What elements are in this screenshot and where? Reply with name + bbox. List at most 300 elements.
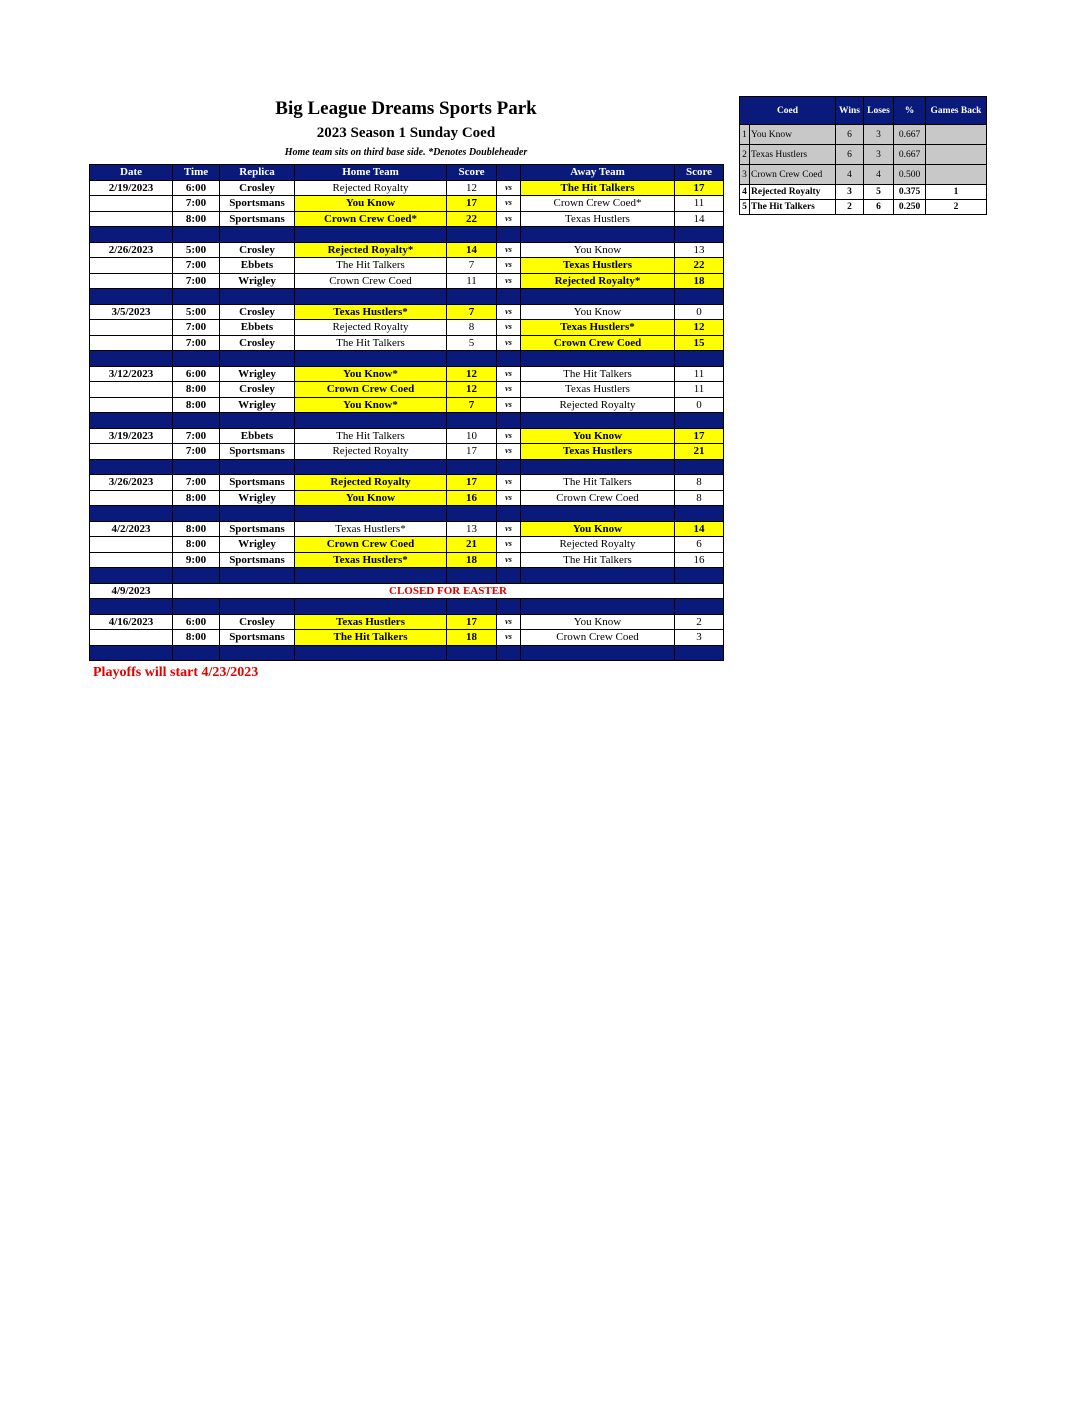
standings-games-back: [926, 125, 987, 145]
week-separator: [90, 506, 724, 522]
away-team: You Know: [521, 521, 675, 537]
game-field: Crosley: [220, 180, 295, 196]
away-score: 21: [675, 444, 724, 460]
away-score: 11: [675, 366, 724, 382]
separator-cell: [173, 459, 220, 475]
standings-wins: 2: [836, 200, 864, 215]
standings-pct: 0.250: [894, 200, 926, 215]
table-row: [90, 180, 724, 196]
week-separator: [90, 289, 724, 305]
standings-team: The Hit Talkers: [750, 200, 836, 215]
standings-wins: 3: [836, 185, 864, 200]
home-score: 11: [447, 273, 497, 289]
vs-label: vs: [497, 320, 521, 336]
separator-cell: [295, 599, 447, 615]
home-score: 10: [447, 428, 497, 444]
game-date: 3/5/2023: [90, 304, 173, 320]
away-team: Texas Hustlers: [521, 258, 675, 274]
home-team: You Know: [295, 196, 447, 212]
separator-cell: [173, 506, 220, 522]
table-row: [90, 320, 724, 336]
game-time: 5:00: [173, 242, 220, 258]
table-row: [90, 552, 724, 568]
home-team: You Know*: [295, 397, 447, 413]
col-vs: [497, 165, 521, 181]
separator-cell: [447, 289, 497, 305]
separator-cell: [675, 599, 724, 615]
table-row: [90, 444, 724, 460]
standings-team: You Know: [750, 125, 836, 145]
closed-notice: CLOSED FOR EASTER: [173, 583, 724, 599]
separator-cell: [447, 568, 497, 584]
vs-label: vs: [497, 382, 521, 398]
game-field: Sportsmans: [220, 521, 295, 537]
table-row: [90, 304, 724, 320]
separator-cell: [447, 599, 497, 615]
vs-label: vs: [497, 444, 521, 460]
home-team: The Hit Talkers: [295, 258, 447, 274]
game-date: 2/26/2023: [90, 242, 173, 258]
home-team: Crown Crew Coed: [295, 382, 447, 398]
separator-cell: [173, 227, 220, 243]
playoffs-notice: Playoffs will start 4/23/2023: [93, 665, 259, 680]
vs-label: vs: [497, 335, 521, 351]
separator-cell: [521, 413, 675, 429]
game-date: 4/2/2023: [90, 521, 173, 537]
separator-cell: [675, 506, 724, 522]
home-team: The Hit Talkers: [295, 428, 447, 444]
game-field: Sportsmans: [220, 196, 295, 212]
vs-label: vs: [497, 537, 521, 553]
home-team: Rejected Royalty: [295, 180, 447, 196]
standings-row: [740, 165, 987, 185]
week-separator: [90, 351, 724, 367]
vs-label: vs: [497, 304, 521, 320]
separator-cell: [173, 351, 220, 367]
away-score: 11: [675, 382, 724, 398]
separator-cell: [90, 645, 173, 661]
standings-team: Crown Crew Coed: [750, 165, 836, 185]
game-date: [90, 552, 173, 568]
separator-cell: [447, 459, 497, 475]
vs-label: vs: [497, 273, 521, 289]
col-away-team: Away Team: [521, 165, 675, 181]
away-team: You Know: [521, 304, 675, 320]
separator-cell: [521, 227, 675, 243]
separator-cell: [295, 227, 447, 243]
game-date: [90, 258, 173, 274]
separator-cell: [90, 459, 173, 475]
vs-label: vs: [497, 180, 521, 196]
away-team: Texas Hustlers: [521, 382, 675, 398]
separator-cell: [497, 459, 521, 475]
standings-row: [740, 185, 987, 200]
home-score: 17: [447, 475, 497, 491]
game-time: 8:00: [173, 397, 220, 413]
table-row: [90, 428, 724, 444]
separator-cell: [173, 413, 220, 429]
home-team: Crown Crew Coed: [295, 537, 447, 553]
separator-cell: [220, 599, 295, 615]
standings-table: [739, 96, 987, 215]
separator-cell: [521, 645, 675, 661]
standings-rank: 5: [740, 200, 750, 215]
table-row: [90, 521, 724, 537]
home-team: Texas Hustlers*: [295, 304, 447, 320]
separator-cell: [447, 351, 497, 367]
separator-cell: [220, 289, 295, 305]
separator-cell: [173, 645, 220, 661]
separator-cell: [220, 351, 295, 367]
home-score: 5: [447, 335, 497, 351]
home-score: 22: [447, 211, 497, 227]
game-date: [90, 382, 173, 398]
standings-rank: 4: [740, 185, 750, 200]
standings-pct: 0.667: [894, 145, 926, 165]
home-score: 21: [447, 537, 497, 553]
table-row: [90, 397, 724, 413]
home-score: 16: [447, 490, 497, 506]
standings-games-back: [926, 145, 987, 165]
home-score: 17: [447, 444, 497, 460]
table-row: [90, 614, 724, 630]
separator-cell: [675, 459, 724, 475]
separator-cell: [220, 568, 295, 584]
home-score: 12: [447, 382, 497, 398]
game-date: [90, 196, 173, 212]
separator-cell: [497, 227, 521, 243]
standings-col-team: Coed: [740, 97, 836, 125]
standings-games-back: 1: [926, 185, 987, 200]
away-team: Rejected Royalty: [521, 537, 675, 553]
vs-label: vs: [497, 196, 521, 212]
game-time: 8:00: [173, 490, 220, 506]
separator-cell: [295, 413, 447, 429]
home-score: 7: [447, 304, 497, 320]
away-team: You Know: [521, 242, 675, 258]
standings-col-loses: Loses: [864, 97, 894, 125]
standings-header-row: [740, 97, 987, 125]
vs-label: vs: [497, 366, 521, 382]
table-row: [90, 490, 724, 506]
away-team: You Know: [521, 428, 675, 444]
standings-col-games-back: Games Back: [926, 97, 987, 125]
schedule-body: [90, 180, 724, 661]
week-separator: [90, 599, 724, 615]
home-score: 7: [447, 397, 497, 413]
page-subtitle: 2023 Season 1 Sunday Coed: [316, 125, 496, 141]
week-separator: [90, 645, 724, 661]
away-score: 12: [675, 320, 724, 336]
game-field: Sportsmans: [220, 211, 295, 227]
away-score: 18: [675, 273, 724, 289]
table-row: [90, 366, 724, 382]
separator-cell: [497, 289, 521, 305]
standings-wins: 6: [836, 125, 864, 145]
table-row: [90, 382, 724, 398]
game-time: 8:00: [173, 382, 220, 398]
away-team: Texas Hustlers*: [521, 320, 675, 336]
away-score: 11: [675, 196, 724, 212]
standings-row: [740, 125, 987, 145]
away-team: Crown Crew Coed*: [521, 196, 675, 212]
game-field: Crosley: [220, 614, 295, 630]
game-time: 6:00: [173, 180, 220, 196]
standings-col-pct: %: [894, 97, 926, 125]
away-score: 14: [675, 211, 724, 227]
game-date: 2/19/2023: [90, 180, 173, 196]
table-row: [90, 258, 724, 274]
game-time: 8:00: [173, 521, 220, 537]
home-score: 17: [447, 196, 497, 212]
game-field: Ebbets: [220, 428, 295, 444]
separator-cell: [521, 289, 675, 305]
separator-cell: [675, 289, 724, 305]
game-time: 7:00: [173, 196, 220, 212]
standings-row: [740, 200, 987, 215]
separator-cell: [295, 645, 447, 661]
game-field: Sportsmans: [220, 552, 295, 568]
game-time: 7:00: [173, 335, 220, 351]
home-team: Texas Hustlers: [295, 614, 447, 630]
away-score: 16: [675, 552, 724, 568]
away-team: The Hit Talkers: [521, 366, 675, 382]
game-field: Wrigley: [220, 537, 295, 553]
home-team: Rejected Royalty: [295, 475, 447, 491]
game-date: [90, 320, 173, 336]
away-team: Texas Hustlers: [521, 444, 675, 460]
home-team: Crown Crew Coed: [295, 273, 447, 289]
away-team: Crown Crew Coed: [521, 490, 675, 506]
table-row: [90, 242, 724, 258]
separator-cell: [295, 351, 447, 367]
away-score: 0: [675, 397, 724, 413]
away-team: Rejected Royalty*: [521, 273, 675, 289]
vs-label: vs: [497, 242, 521, 258]
game-field: Wrigley: [220, 397, 295, 413]
game-time: 7:00: [173, 475, 220, 491]
vs-label: vs: [497, 552, 521, 568]
separator-cell: [447, 506, 497, 522]
home-team: The Hit Talkers: [295, 630, 447, 646]
game-field: Sportsmans: [220, 444, 295, 460]
separator-cell: [521, 599, 675, 615]
vs-label: vs: [497, 211, 521, 227]
game-time: 7:00: [173, 273, 220, 289]
home-score: 17: [447, 614, 497, 630]
home-score: 13: [447, 521, 497, 537]
standings-pct: 0.500: [894, 165, 926, 185]
separator-cell: [521, 459, 675, 475]
standings-losses: 6: [864, 200, 894, 215]
vs-label: vs: [497, 614, 521, 630]
away-score: 6: [675, 537, 724, 553]
week-separator: [90, 459, 724, 475]
vs-label: vs: [497, 397, 521, 413]
home-score: 18: [447, 630, 497, 646]
away-score: 22: [675, 258, 724, 274]
separator-cell: [295, 568, 447, 584]
standings-team: Texas Hustlers: [750, 145, 836, 165]
away-score: 15: [675, 335, 724, 351]
separator-cell: [90, 506, 173, 522]
game-time: 7:00: [173, 444, 220, 460]
separator-cell: [675, 227, 724, 243]
game-time: 8:00: [173, 537, 220, 553]
standings-losses: 4: [864, 165, 894, 185]
standings-wins: 6: [836, 145, 864, 165]
vs-label: vs: [497, 521, 521, 537]
standings-rank: 2: [740, 145, 750, 165]
game-field: Crosley: [220, 304, 295, 320]
col-home-team: Home Team: [295, 165, 447, 181]
home-score: 14: [447, 242, 497, 258]
col-replica: Replica: [220, 165, 295, 181]
standings-rank: 3: [740, 165, 750, 185]
col-time: Time: [173, 165, 220, 181]
game-time: 7:00: [173, 258, 220, 274]
vs-label: vs: [497, 475, 521, 491]
separator-cell: [220, 645, 295, 661]
closed-row: [90, 583, 724, 599]
standings-losses: 3: [864, 125, 894, 145]
week-separator: [90, 568, 724, 584]
table-row: [90, 335, 724, 351]
separator-cell: [497, 506, 521, 522]
game-time: 5:00: [173, 304, 220, 320]
game-time: 8:00: [173, 211, 220, 227]
home-team: Rejected Royalty: [295, 320, 447, 336]
game-date: 3/12/2023: [90, 366, 173, 382]
standings-pct: 0.375: [894, 185, 926, 200]
game-date: [90, 335, 173, 351]
home-score: 8: [447, 320, 497, 336]
vs-label: vs: [497, 428, 521, 444]
away-score: 17: [675, 180, 724, 196]
col-away-score: Score: [675, 165, 724, 181]
home-team: You Know*: [295, 366, 447, 382]
game-time: 7:00: [173, 320, 220, 336]
away-team: Rejected Royalty: [521, 397, 675, 413]
separator-cell: [173, 599, 220, 615]
away-team: Crown Crew Coed: [521, 630, 675, 646]
away-score: 17: [675, 428, 724, 444]
separator-cell: [497, 568, 521, 584]
table-row: [90, 537, 724, 553]
standings-row: [740, 145, 987, 165]
standings-pct: 0.667: [894, 125, 926, 145]
game-field: Sportsmans: [220, 630, 295, 646]
game-date: [90, 630, 173, 646]
away-score: 0: [675, 304, 724, 320]
vs-label: vs: [497, 258, 521, 274]
game-date: [90, 273, 173, 289]
separator-cell: [497, 645, 521, 661]
standings-losses: 5: [864, 185, 894, 200]
home-team: Rejected Royalty: [295, 444, 447, 460]
schedule-table: [89, 164, 724, 661]
game-time: 7:00: [173, 428, 220, 444]
away-score: 13: [675, 242, 724, 258]
separator-cell: [675, 413, 724, 429]
col-date: Date: [90, 165, 173, 181]
game-field: Ebbets: [220, 258, 295, 274]
away-team: You Know: [521, 614, 675, 630]
separator-cell: [497, 413, 521, 429]
game-date: 4/16/2023: [90, 614, 173, 630]
separator-cell: [295, 459, 447, 475]
standings-games-back: [926, 165, 987, 185]
separator-cell: [220, 227, 295, 243]
home-team: The Hit Talkers: [295, 335, 447, 351]
home-team: Texas Hustlers*: [295, 552, 447, 568]
table-row: [90, 273, 724, 289]
separator-cell: [447, 413, 497, 429]
standings-losses: 3: [864, 145, 894, 165]
separator-cell: [521, 568, 675, 584]
away-team: Texas Hustlers: [521, 211, 675, 227]
game-date: [90, 490, 173, 506]
separator-cell: [173, 289, 220, 305]
separator-cell: [90, 599, 173, 615]
table-row: [90, 211, 724, 227]
away-score: 8: [675, 490, 724, 506]
game-time: 6:00: [173, 366, 220, 382]
away-team: Crown Crew Coed: [521, 335, 675, 351]
away-team: The Hit Talkers: [521, 552, 675, 568]
away-team: The Hit Talkers: [521, 475, 675, 491]
game-date: [90, 537, 173, 553]
away-score: 2: [675, 614, 724, 630]
week-separator: [90, 227, 724, 243]
game-time: 8:00: [173, 630, 220, 646]
home-team: Rejected Royalty*: [295, 242, 447, 258]
away-score: 8: [675, 475, 724, 491]
game-field: Sportsmans: [220, 475, 295, 491]
game-field: Wrigley: [220, 273, 295, 289]
col-home-score: Score: [447, 165, 497, 181]
separator-cell: [90, 289, 173, 305]
game-field: Wrigley: [220, 490, 295, 506]
separator-cell: [675, 568, 724, 584]
standings-games-back: 2: [926, 200, 987, 215]
game-date: [90, 444, 173, 460]
separator-cell: [675, 645, 724, 661]
separator-cell: [295, 506, 447, 522]
game-field: Ebbets: [220, 320, 295, 336]
separator-cell: [675, 351, 724, 367]
game-time: 9:00: [173, 552, 220, 568]
table-row: [90, 196, 724, 212]
home-score: 12: [447, 366, 497, 382]
separator-cell: [90, 568, 173, 584]
separator-cell: [90, 227, 173, 243]
standings-wins: 4: [836, 165, 864, 185]
separator-cell: [220, 506, 295, 522]
away-score: 14: [675, 521, 724, 537]
closed-date: 4/9/2023: [90, 583, 173, 599]
separator-cell: [220, 459, 295, 475]
game-date: 3/19/2023: [90, 428, 173, 444]
standings-body: [740, 125, 987, 215]
table-row: [90, 475, 724, 491]
vs-label: vs: [497, 630, 521, 646]
home-score: 12: [447, 180, 497, 196]
game-field: Crosley: [220, 382, 295, 398]
game-date: [90, 397, 173, 413]
game-field: Crosley: [220, 335, 295, 351]
separator-cell: [497, 351, 521, 367]
